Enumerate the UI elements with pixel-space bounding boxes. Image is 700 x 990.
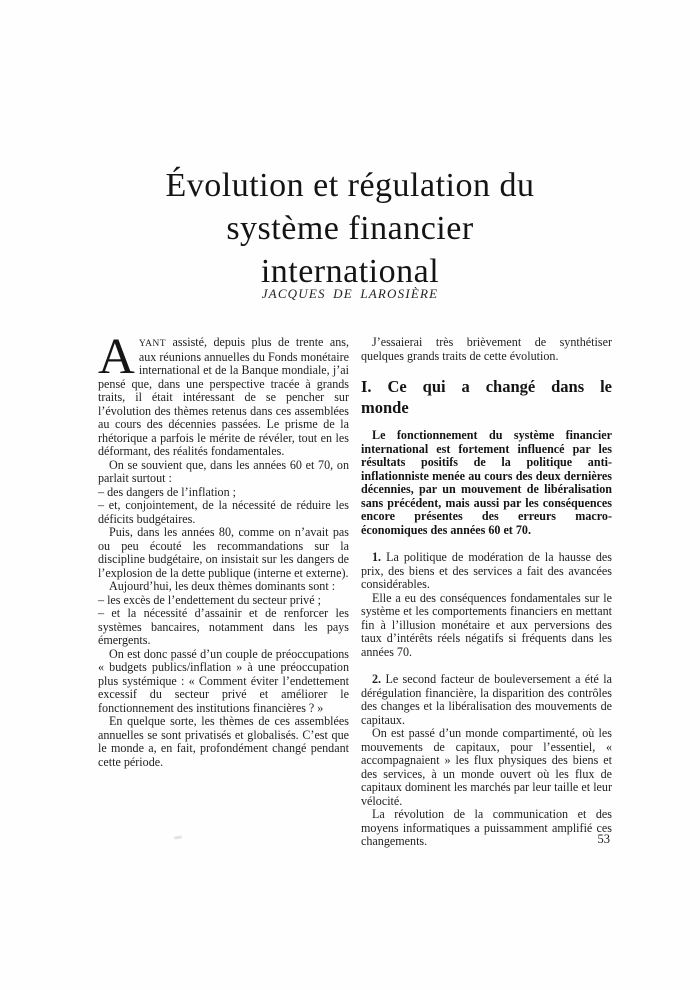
paragraph-text: La politique de modération de la hausse des prix, des biens et des services a fait des avancées considérables. xyxy=(361,550,612,591)
paragraph-number: 1. xyxy=(372,550,382,564)
paragraph: On est donc passé d’un couple de préoccupations « budgets publics/inflation » à une préoccupation plus systémique : « Comment éviter l’endettement excessif du secteur privé et améliorer le fonctionnement des institutions financières ? » xyxy=(98,646,349,715)
paragraph-number: 2. xyxy=(372,672,382,686)
article-title xyxy=(0,164,700,293)
paragraph-text: Le second facteur de bouleversement a été la dérégulation financière, la disparition des contrôles des changes et la libéralisation des mouvements de capitaux. xyxy=(361,672,612,727)
paragraph-text: assisté, depuis plus de trente ans, aux réunions annuelles du Fonds monétaire international et de la Banque mondiale, j’ai pensé que, dans une perspective tracée à grands traits, il était intéressant de se pencher sur l’évolution des thèmes retenus dans ces assemblées au cours des décennies passées. Le prisme de la rhétorique a parfois le mérite de révéler, tout en les déformant, des réalités fondamentales. xyxy=(98,335,349,458)
bullet-item: – les excès de l’endettement du secteur privé ; xyxy=(98,592,321,607)
section-heading: I. Ce qui a changé dans le monde xyxy=(361,377,612,417)
left-column xyxy=(98,329,349,849)
article-title-line-1: Évolution et régulation du xyxy=(165,166,535,204)
drop-cap: A xyxy=(98,329,135,385)
lead-paragraph: Le fonctionnement du système financier international est fortement influencé par les résultats positifs de la politique anti-inflationniste menée au cours des deux dernières décennies, par un mouvement de libéralisation sans précédent, mais aussi par les conséquences encore présentes des erreurs macro-économiques des années 60 et 70. xyxy=(361,428,612,537)
numbered-paragraph xyxy=(361,551,612,592)
bullet-item: – et, conjointement, de la nécessité de réduire les déficits budgétaires. xyxy=(98,498,349,526)
numbered-paragraph xyxy=(361,673,612,727)
paragraph: On est passé d’un monde compartimenté, où les mouvements de capitaux, pour l’essentiel, « accompagnaient » les flux physiques des biens et des services, à un monde ouvert où les flux de capitaux dominent les marchés par leur taille et leur vélocité. xyxy=(361,726,612,808)
author-name: JACQUES DE LAROSIÈRE xyxy=(261,286,439,301)
paragraph-opening xyxy=(98,329,349,459)
article-title-line-3: international xyxy=(260,252,440,290)
article-title-line-2: système financier xyxy=(226,209,474,247)
paragraph: J’essaierai très brièvement de synthétiser quelques grands traits de cette évolution. xyxy=(361,335,612,363)
paragraph: La révolution de la communication et des moyens informatiques a puissamment amplifié ces changements. xyxy=(361,807,612,848)
small-caps-word: YANT xyxy=(138,338,167,349)
article-body xyxy=(98,329,612,849)
bullet-item: – et la nécessité d’assainir et de renforcer les systèmes bancaires, notamment dans les pays émergents. xyxy=(98,606,349,647)
paragraph: Elle a eu des conséquences fondamentales sur le système et les comportements financiers en mettant fin à l’illusion monétaire et aux perversions des taux d’intérêts réels négatifs si fréquents dans les années 70. xyxy=(361,590,612,659)
paragraph: On se souvient que, dans les années 60 et 70, on parlait surtout : xyxy=(98,457,349,485)
bullet-item: – des dangers de l’inflation ; xyxy=(98,484,237,499)
paragraph: En quelque sorte, les thèmes de ces assemblées annuelles se sont privatisés et globalisés. C’est que le monde a, en fait, profondément changé pendant cette période. xyxy=(98,714,349,769)
paragraph: Puis, dans les années 80, comme on n’avait pas ou peu écouté les recommandations sur la discipline budgétaire, on insistait sur les dangers de l’explosion de la dette publique (interne et externe). xyxy=(98,525,349,580)
right-column xyxy=(361,336,612,849)
page-number: 53 xyxy=(597,832,610,846)
paragraph: Aujourd’hui, les deux thèmes dominants sont : xyxy=(109,579,336,593)
